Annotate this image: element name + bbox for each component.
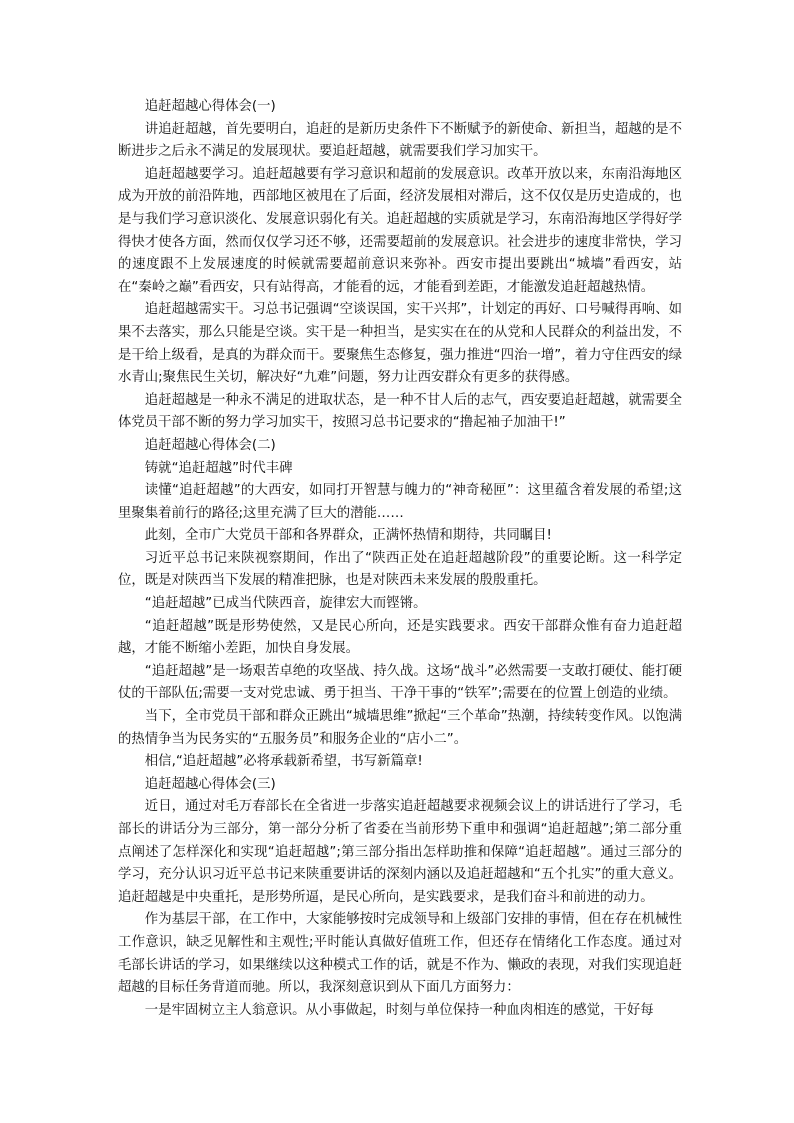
paragraph: 此刻，全市广大党员干部和各界群众，正满怀热情和期待，共同瞩目! bbox=[144, 528, 552, 544]
paragraph: 追赶超越是一种永不满足的进取状态，是一种不甘人后的志气，西安要追赶超越，就需要全体党员干部不断的努力学习加实干，按照习总书记要求的“撸起袖子加油干!” bbox=[118, 392, 682, 431]
paragraph: “追赶超越”是一场艰苦卓绝的攻坚战、持久战。这场“战斗”必然需要一支敢打硬仗、能打硬仗的干部队伍;需要一支对党忠诚、勇于担当、干净干事的“铁军”;需要在的位置上创造的业绩。 bbox=[118, 663, 682, 702]
paragraph: 一是牢固树立主人翁意识。从小事做起，时刻与单位保持一种血肉相连的感觉，干好每 bbox=[144, 1002, 654, 1018]
paragraph: “追赶超越”既是形势使然，又是民心所向，还是实践要求。西安干部群众惟有奋力追赶超越，才能不断缩小差距，加快自身发展。 bbox=[118, 618, 682, 657]
document-page bbox=[118, 96, 682, 1022]
paragraph: 当下，全市党员干部和群众正跳出“城墙思维”掀起“三个革命”热潮，持续转变作风。以饱满的热情争当为民务实的“五服务员”和服务企业的“店小二”。 bbox=[118, 709, 682, 747]
paragraph: 相信,“追赶超越”必将承载新希望，书写新篇章! bbox=[144, 754, 423, 770]
paragraph: 作为基层干部，在工作中，大家能够按时完成领导和上级部门安排的事情，但在存在机械性工作意识，缺乏见解性和主观性;平时能认真做好值班工作，但还存在情绪化工作态度。通过对毛部长讲话的学习，如果继续以这种模式工作的话，就是不作为、懒政的表现，对我们实现追赶超越的目标任务背道而驰。所以，我深刻意识到从下面几方面努力： bbox=[118, 912, 682, 996]
paragraph: 近日，通过对毛万春部长在全省进一步落实追赶超越要求视频会议上的讲话进行了学习，毛部长的讲话分为三部分，第一部分分析了省委在当前形势下重申和强调“追赶超越”;第二部分重点阐述了怎样深化和实现“追赶超越”;第三部分指出怎样助推和保障“追赶超越”。通过三部分的学习，充分认识习近平总书记来陕重要讲话的深刻内涵以及追赶超越和“五个扎实”的重大意义。追赶超越是中央重托，是形势所逼，是民心所向，是实践要求，是我们奋斗和前进的动力。 bbox=[118, 799, 682, 905]
section-subtitle-2: 铸就“追赶超越”时代丰碑 bbox=[144, 460, 293, 476]
paragraph: 追赶超越需实干。习总书记强调“空谈误国，实干兴邦”，计划定的再好、口号喊得再响、如果不去落实，那么只能是空谈。实干是一种担当，是实实在在的从党和人民群众的利益出发，不是干给上级看，是真的为群众而干。要聚焦生态修复，强力推进“四治一增”，着力守住西安的绿水青山;聚焦民生关切，解决好“九难”问题，努力让西安群众有更多的获得感。 bbox=[118, 302, 682, 386]
section-title-1: 追赶超越心得体会(一) bbox=[144, 99, 276, 114]
paragraph: “追赶超越”已成当代陕西音，旋律宏大而铿锵。 bbox=[144, 596, 427, 612]
section-title-2: 追赶超越心得体会(二) bbox=[144, 437, 276, 453]
paragraph: 习近平总书记来陕视察期间，作出了“陕西正处在追赶超越阶段”的重要论断。这一科学定位，既是对陕西当下发展的精准把脉，也是对陕西未来发展的殷殷重托。 bbox=[118, 550, 682, 589]
paragraph: 讲追赶超越，首先要明白，追赶的是新历史条件下不断赋予的新使命、新担当，超越的是不断进步之后永不满足的发展现状。要追赶超越，就需要我们学习加实干。 bbox=[118, 121, 682, 160]
paragraph: 追赶超越要学习。追赶超越要有学习意识和超前的发展意识。改革开放以来，东南沿海地区成为开放的前沿阵地，西部地区被甩在了后面，经济发展相对滞后，这不仅仅是历史造成的，也是与我们学习意识淡化、发展意识弱化有关。追赶超越的实质就是学习，东南沿海地区学得好学得快才使各方面，然而仅仅学习还不够，还需要超前的发展意识。社会进步的速度非常快，学习的速度跟不上发展速度的时候就需要超前意识来弥补。西安市提出要跳出“城墙”看西安，站在“秦岭之巅”看西安，只有站得高，才能看的远，才能看到差距，才能激发追赶超越热情。 bbox=[118, 166, 682, 295]
section-title-3: 追赶超越心得体会(三) bbox=[144, 776, 276, 792]
paragraph: 读懂“追赶超越”的大西安，如同打开智慧与魄力的“神奇秘匣”：这里蕴含着发展的希望;这里聚集着前行的路径;这里充满了巨大的潜能…… bbox=[118, 483, 682, 521]
